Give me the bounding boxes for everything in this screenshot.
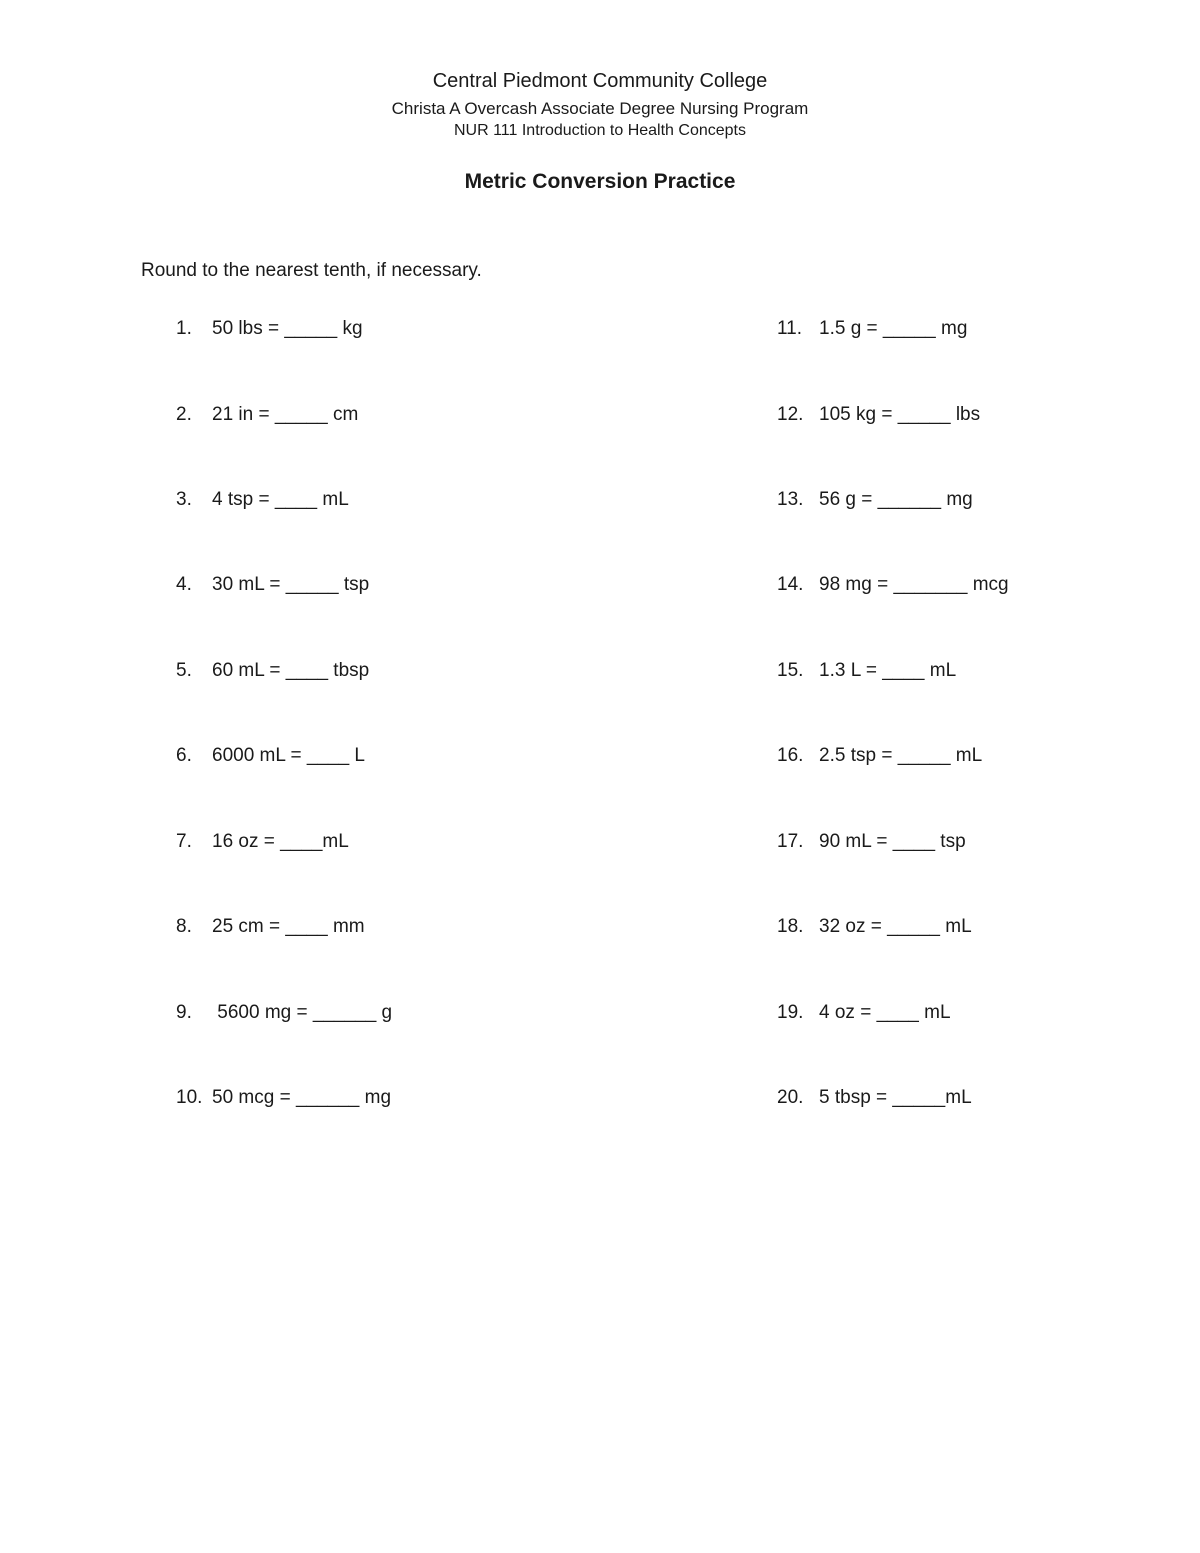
problem-number: 18. <box>777 916 804 937</box>
problem-number: 9. <box>176 1002 192 1023</box>
problem-number: 19. <box>777 1002 804 1023</box>
problem-text: 4 oz = ____ mL <box>819 1002 951 1023</box>
page-title: Metric Conversion Practice <box>464 170 736 193</box>
instructions: Round to the nearest tenth, if necessary. <box>141 260 482 281</box>
problem-text: 50 lbs = _____ kg <box>212 318 363 339</box>
problem-text: 5 tbsp = _____mL <box>819 1087 972 1108</box>
problem-number: 14. <box>777 574 804 595</box>
problem-number: 1. <box>176 318 192 339</box>
problem-10 <box>176 1086 392 1158</box>
problem-text: 30 mL = _____ tsp <box>212 574 370 595</box>
problem-number: 5. <box>176 660 192 681</box>
problem-number: 12. <box>777 404 804 425</box>
problem-number: 10. <box>176 1087 203 1108</box>
problem-5 <box>176 659 370 731</box>
problem-text: 4 tsp = ____ mL <box>212 489 349 510</box>
problem-text: 98 mg = _______ mcg <box>819 574 1009 595</box>
problem-number: 6. <box>176 745 192 766</box>
college-name: Central Piedmont Community College <box>432 70 768 92</box>
problem-14 <box>777 573 1009 645</box>
problem-text: 6000 mL = ____ L <box>212 745 366 766</box>
problem-11 <box>777 317 968 389</box>
problem-3 <box>176 488 349 560</box>
problem-number: 15. <box>777 660 804 681</box>
problem-number: 2. <box>176 404 192 425</box>
problem-9 <box>176 1001 393 1073</box>
problem-text: 60 mL = ____ tbsp <box>212 660 370 681</box>
problem-number: 17. <box>777 831 804 852</box>
problem-text: 1.5 g = _____ mg <box>819 318 968 339</box>
problem-4 <box>176 573 370 645</box>
problem-19 <box>777 1001 951 1073</box>
problem-text: 90 mL = ____ tsp <box>819 831 966 852</box>
problem-12 <box>777 403 981 475</box>
problem-2 <box>176 403 359 475</box>
problem-text: 56 g = ______ mg <box>819 489 973 510</box>
problem-text: 1.3 L = ____ mL <box>819 660 957 681</box>
problem-number: 7. <box>176 831 192 852</box>
problem-number: 11. <box>777 318 803 339</box>
problem-number: 13. <box>777 489 804 510</box>
problem-1 <box>176 317 363 389</box>
problem-16 <box>777 744 983 816</box>
problem-text: 32 oz = _____ mL <box>819 916 972 937</box>
problem-text: 2.5 tsp = _____ mL <box>819 745 983 766</box>
problem-17 <box>777 830 966 902</box>
problem-13 <box>777 488 973 560</box>
course-name: NUR 111 Introduction to Health Concepts <box>453 122 746 139</box>
problem-text: 50 mcg = ______ mg <box>212 1087 392 1108</box>
problem-number: 20. <box>777 1087 804 1108</box>
problem-18 <box>777 915 972 987</box>
program-name: Christa A Overcash Associate Degree Nursing Program <box>391 99 809 118</box>
problem-text: 105 kg = _____ lbs <box>819 404 981 425</box>
problem-text: 21 in = _____ cm <box>212 404 359 425</box>
problem-6 <box>176 744 366 816</box>
problem-text: 5600 mg = ______ g <box>212 1002 393 1023</box>
problem-20 <box>777 1086 972 1158</box>
problem-number: 16. <box>777 745 804 766</box>
problem-number: 4. <box>176 574 192 595</box>
problem-number: 8. <box>176 916 192 937</box>
problem-7 <box>176 830 349 902</box>
problem-text: 25 cm = ____ mm <box>212 916 365 937</box>
problem-number: 3. <box>176 489 192 510</box>
problem-8 <box>176 915 365 987</box>
problem-15 <box>777 659 957 731</box>
problem-text: 16 oz = ____mL <box>212 831 349 852</box>
